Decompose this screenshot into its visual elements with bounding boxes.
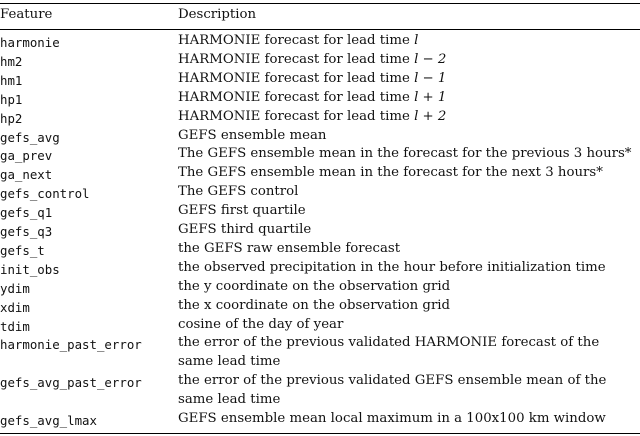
description-text: the observed precipitation in the hour before initialization time (178, 259, 606, 275)
description-text: HARMONIE forecast for lead time (178, 89, 415, 105)
lead-time-math: l + 2 (414, 108, 447, 124)
description-text: the error of the previous validated HARMONIE forecast of the same lead time (178, 335, 600, 370)
description-cell (178, 70, 638, 89)
feature-cell: ga_next (0, 167, 53, 183)
feature-cell: hm2 (0, 53, 23, 69)
description-cell (178, 221, 638, 240)
feature-cell: gefs_q1 (0, 205, 53, 221)
feature-cell: init_obs (0, 261, 60, 277)
description-text: GEFS ensemble mean local maximum in a 100x100 km window (178, 411, 606, 426)
header-rule (0, 29, 640, 30)
description-text: cosine of the day of year (178, 316, 344, 332)
feature-cell: tdim (0, 318, 30, 334)
feature-cell: gefs_avg (0, 129, 60, 145)
feature-cell: gefs_t (0, 242, 45, 258)
description-text: HARMONIE forecast for lead time (178, 108, 415, 124)
feature-cell: ydim (0, 280, 30, 296)
description-cell (178, 145, 638, 164)
feature-cell: xdim (0, 299, 30, 315)
description-cell (178, 259, 638, 278)
header-feature: Feature (0, 7, 53, 22)
description-text: the y coordinate on the observation grid (178, 278, 451, 294)
description-cell (178, 410, 638, 429)
feature-cell: harmonie_past_error (0, 337, 142, 353)
description-text: GEFS first quartile (178, 203, 306, 219)
description-cell (178, 89, 638, 108)
description-cell (178, 372, 638, 410)
description-text: the x coordinate on the observation grid (178, 297, 451, 313)
description-text: The GEFS ensemble mean in the forecast for the previous 3 hours* (178, 146, 632, 162)
feature-cell: gefs_q3 (0, 224, 53, 239)
feature-cell: gefs_control (0, 186, 90, 202)
lead-time-math: l + 1 (414, 89, 447, 105)
description-cell (178, 32, 638, 51)
top-rule (0, 3, 640, 4)
description-cell (178, 108, 638, 127)
feature-cell: hp2 (0, 110, 23, 126)
lead-time-math: l (414, 33, 419, 48)
feature-cell: ga_prev (0, 148, 53, 164)
description-cell (178, 202, 638, 221)
feature-cell: hp1 (0, 91, 23, 107)
description-text: HARMONIE forecast for lead time (178, 51, 415, 67)
description-cell (178, 51, 638, 70)
lead-time-math: l − 2 (414, 51, 447, 67)
feature-cell: harmonie (0, 35, 60, 50)
feature-cell: hm1 (0, 72, 23, 88)
description-cell (178, 183, 638, 202)
description-text: GEFS ensemble mean (178, 127, 327, 143)
lead-time-math: l − 1 (414, 70, 447, 86)
feature-cell: gefs_avg_lmax (0, 413, 97, 428)
description-cell (178, 334, 638, 372)
description-cell (178, 164, 638, 183)
description-text: HARMONIE forecast for lead time (178, 33, 415, 48)
description-text: HARMONIE forecast for lead time (178, 70, 415, 86)
description-text: The GEFS ensemble mean in the forecast for the next 3 hours* (178, 165, 603, 181)
description-text: GEFS third quartile (178, 222, 312, 237)
feature-cell: gefs_avg_past_error (0, 375, 142, 391)
header-description: Description (178, 7, 257, 22)
description-text: the GEFS raw ensemble forecast (178, 240, 401, 256)
description-cell (178, 240, 638, 259)
description-cell (178, 127, 638, 146)
description-text: The GEFS control (178, 184, 299, 200)
description-cell (178, 278, 638, 297)
bottom-rule (0, 433, 640, 434)
description-text: the error of the previous validated GEFS ensemble mean of the same lead time (178, 373, 607, 408)
description-cell (178, 297, 638, 316)
description-cell (178, 316, 638, 335)
